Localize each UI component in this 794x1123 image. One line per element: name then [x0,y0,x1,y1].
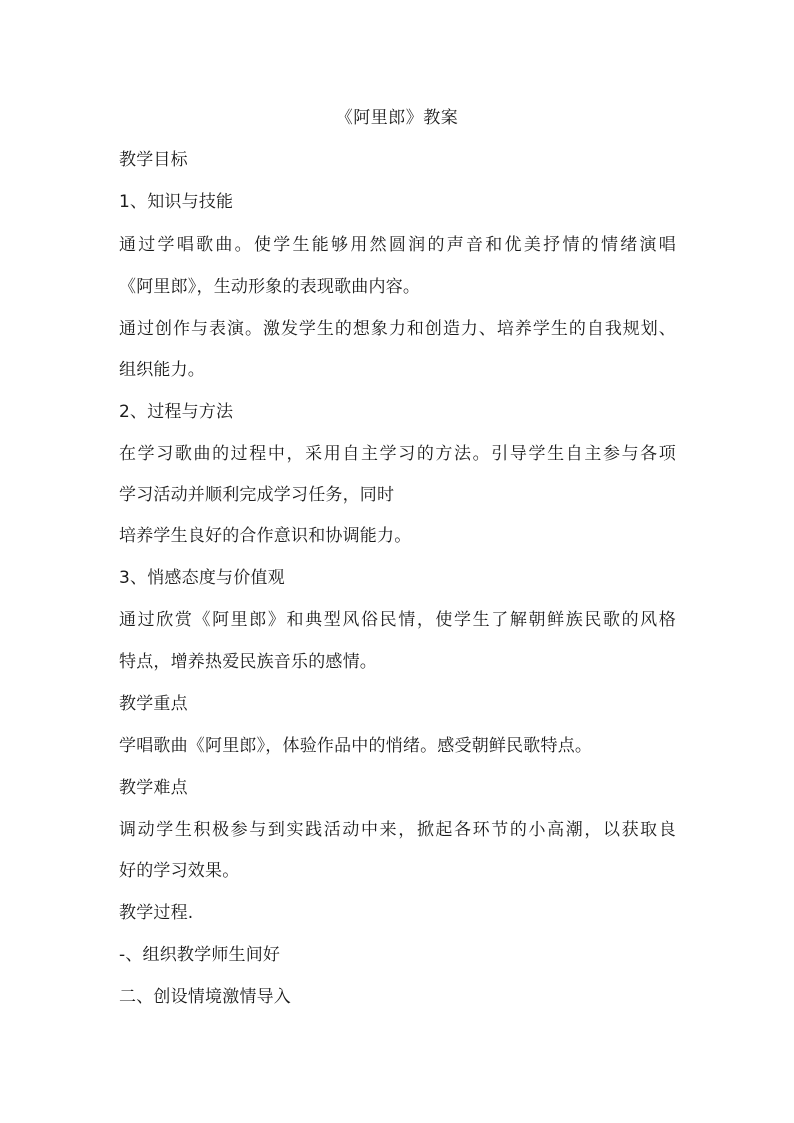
paragraph-line: 学习活动并顺利完成学习任务，同时 [119,485,395,505]
paragraph-line: 《阿里郎》，生动形象的表现歌曲内容。 [119,277,421,297]
heading-teaching-objectives: 教学目标 [119,150,188,170]
paragraph-line: 学唱歌曲《阿里郎》，体验作品中的悄绪。感受朝鲜民歌特点。 [119,736,593,756]
paragraph-line: 通过欣赏《阿里郎》和典型风俗民情，使学生了解朝鲜族民歌的风格 [119,610,676,630]
paragraph-line: 培养学生良好的合作意识和协调能力。 [119,526,412,546]
paragraph-line: 通过学唱歌曲。使学生能够用然圆润的声音和优美抒情的情绪演唱 [119,235,676,255]
heading-key-points: 教学重点 [119,694,188,714]
paragraph-line: 调动学生积极参与到实践活动中来，掀起各环节的小高潮，以获取良 [119,820,676,840]
document-title: 《阿里郎》教案 [335,108,459,128]
heading-difficult-points: 教学难点 [119,778,188,798]
heading-teaching-process: 教学过程. [119,903,194,923]
paragraph-line: 在学习歌曲的过程中，采用自主学习的方法。引导学生自主参与各项 [119,444,676,464]
step-two: 二、创设情境激情导入 [119,987,291,1007]
paragraph-line: 组织能力。 [119,360,205,380]
paragraph-line: 通过创作与表演。激发学生的想象力和创造力、培养学生的自我规划、 [119,319,676,339]
paragraph-line: 特点，增养热爱民族音乐的感情。 [119,652,377,672]
subheading-attitude-values: 3、悄感态度与价值观 [119,568,285,588]
subheading-knowledge-skills: 1、知识与技能 [119,192,234,212]
subheading-process-methods: 2、过程与方法 [119,402,234,422]
paragraph-line: 好的学习效果。 [119,861,240,881]
step-one: -、组织教学师生间好 [119,945,281,965]
